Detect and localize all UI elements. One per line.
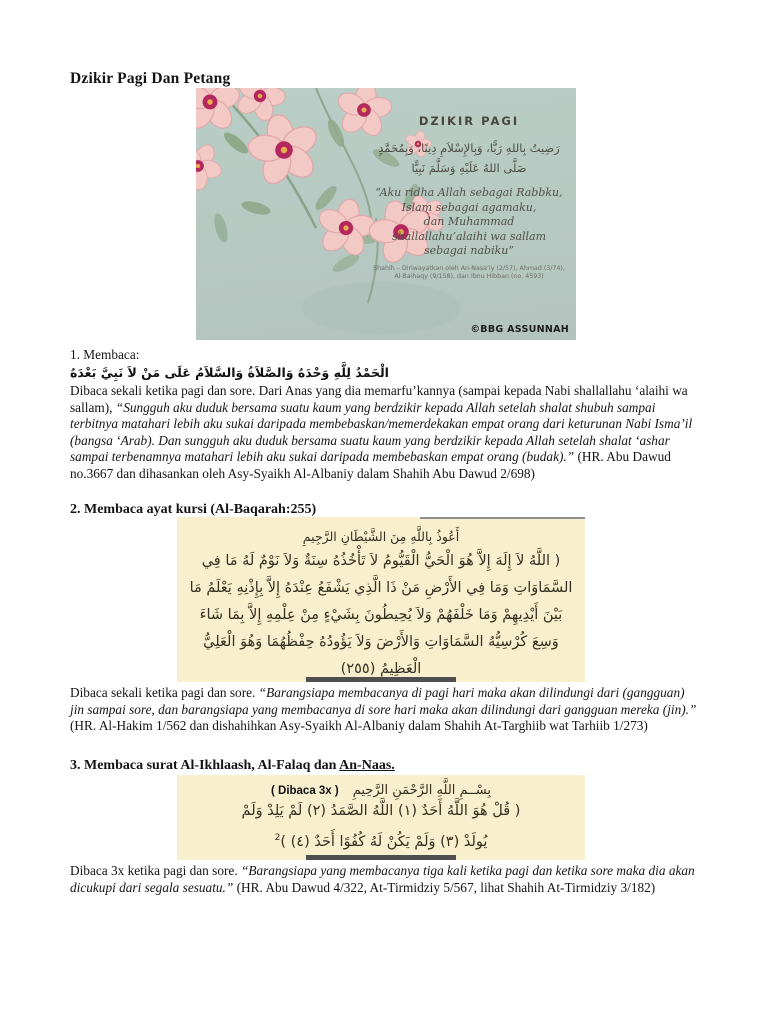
ayat-kursi-image: أَعُوذُ بِاللَّهِ مِنَ الشَّيْطَانِ الرَّجِيمِ ( اللَّهُ لاَ إِلَهَ إِلاَّ هُوَ الْحَيُّ الْقَيُّومُ لاَ تَأْخُذُهُ سِنَةٌ وَلاَ نَوْمٌ لَهُ مَا فِي السَّمَاوَاتِ وَمَا فِي الأَرْضِ مَنْ ذَا الَّذِي يَشْفَعُ عِنْدَهُ إِلاَّ بِإِذْنِهِ يَعْلَمُ مَا بَيْنَ أَيْدِيهِمْ وَمَا خَلْفَهُمْ وَلاَ يُحِيطُونَ بِشَيْءٍ مِنْ عِلْمِهِ إِلاَّ بِمَا شَاءَ وَسِعَ كُرْسِيُّهُ السَّمَاوَاتِ وَالأَرْضَ وَلاَ يَؤُودُهُ حِفْظُهُمَا وَهُوَ الْعَلِيُّ الْعَظِيمُ (٢٥٥) — [177, 517, 585, 682]
dzikir-pagi-image — [196, 88, 576, 340]
bismillah-row — [177, 775, 585, 798]
hero-arabic-line-2: صَلَّى اللهُ عَلَيْهِ وَسَلَّمَ نَبِيًّا — [411, 161, 527, 175]
hero-source-citation: Shahih – Diriwayatkan oleh An-Nasa’iy (2/57), Ahmad (3/74), Al-Baihaqy (9/158), dan Ibnu Hibban (no. 4593) — [373, 264, 565, 280]
watermark-bbg-assunnah: ©BBG ASSUNNAH — [470, 324, 569, 335]
hero-text-block — [366, 114, 572, 282]
taawwudz-line: أَعُوذُ بِاللَّهِ مِنَ الشَّيْطَانِ الرَّجِيمِ — [302, 529, 460, 544]
hero-heading: DZIKIR PAGI — [418, 114, 520, 128]
section-1-heading: 1. Membaca: — [70, 347, 140, 362]
bismillah-line: بِسْــمِ اللَّهِ الرَّحْمَنِ الرَّحِيمِ — [352, 783, 492, 798]
dibaca-3x-label: ( Dibaca 3x ) — [270, 784, 339, 797]
scan-edge-line — [420, 517, 585, 519]
section-1-arabic: الْحَمْدُ لِلَّهِ وَحْدَهُ وَالصَّلاَةُ وَالسَّلاَمُ عَلَى مَنْ لاَ نَبِيَّ بَعْدَهُ — [70, 364, 389, 380]
hero-arabic-line-1: رَضِيتُ بِاللهِ رَبًّا، وَبِالإِسْلاَمِ دِينًا، وَبِمُحَمَّدٍ — [378, 141, 560, 155]
footnote-mark: 2 — [274, 833, 281, 843]
section-3-heading: 3. Membaca surat Al-Ikhlaash, Al-Falaq dan An-Naas. — [70, 758, 395, 773]
scan-bottom-strip — [306, 855, 456, 860]
section-3-paragraph: Dibaca 3x ketika pagi dan sore. “Barangsiapa yang membacanya tiga kali ketika pagi dan ketika sore maka dia akan dicukupi dari segala sesuatu.” (HR. Abu Dawud 4/322, At-Tirmidziy 5/567, lihat Shahih At-Tirmidziy 3/182) — [70, 863, 695, 895]
al-ikhlas-image: ( Dibaca 3x ) بِسْــمِ اللَّهِ الرَّحْمَنِ الرَّحِيمِ ( قُلْ هُوَ اللَّهُ أَحَدٌ (١) اللَّهُ الصَّمَدُ (٢) لَمْ يَلِدْ وَلَمْ يُولَدْ (٣) وَلَمْ يَكُنْ لَهُ كُفُوًا أَحَدٌ (٤) )$^2$ — [177, 775, 585, 860]
section-1 — [70, 347, 700, 482]
section-1-paragraph: Dibaca sekali ketika pagi dan sore. Dari Anas yang dia memarfu’kannya (sampai kepada Nabi shallallahu ‘alaihi wa sallam), “Sungguh aku duduk bersama suatu kaum yang berdzikir kepada Allah setelah shalat shubuh sampai terbitnya matahari lebih aku sukai daripada membebaskan/memerdekakan empat orang dari keturunan Nabi Isma’il (bangsa ‘Arab). Dan sungguh aku duduk bersama suatu kaum yang berdzikir kepada Allah setelah shalat ‘ashar sampai terbenamnya matahari lebih aku sukai daripada membebaskan empat orang (budak).” (HR. Abu Dawud no.3667 dan dihasankan oleh Asy-Syaikh Al-Albaniy dalam Shahih Abu Dawud 2/698) — [70, 383, 693, 481]
section-2-paragraph: Dibaca sekali ketika pagi dan sore. “Barangsiapa membacanya di pagi hari maka akan dilindungi dari (gangguan) jin sampai sore, dan barangsiapa yang membacanya di sore hari maka akan dilindungi dari gangguan mereka (jin).” (HR. Al-Hakim 1/562 dan dishahihkan Asy-Syaikh Al-Albaniy dalam Shahih At-Targhiib wat Tarhiib 1/273) — [70, 685, 697, 733]
scan-bottom-strip — [306, 677, 456, 682]
page-title: Dzikir Pagi Dan Petang — [70, 70, 231, 88]
hero-translation: “Aku ridha Allah sebagai Rabbku, Islam sebagai agamaku, dan Muhammad shallallahu’alaihi wa sallam sebagai nabiku” — [375, 186, 563, 257]
section-2-heading: 2. Membaca ayat kursi (Al-Baqarah:255) — [70, 502, 317, 517]
